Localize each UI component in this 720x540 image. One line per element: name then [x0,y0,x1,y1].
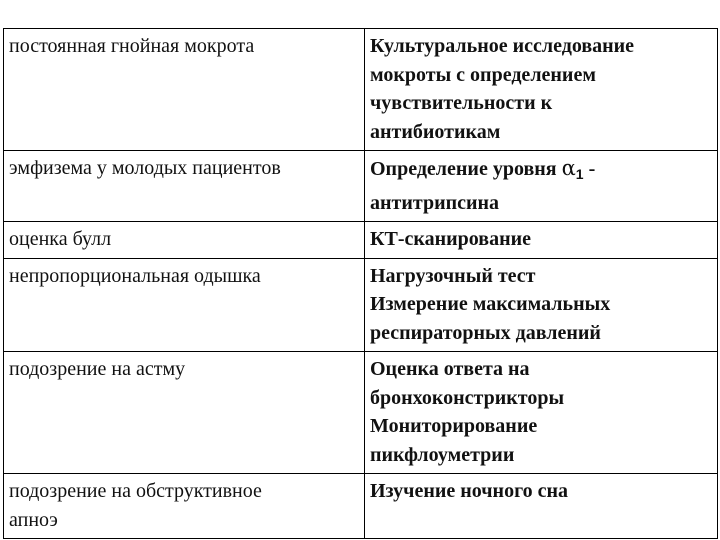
test-line: мокроты с определением [370,63,596,86]
test-line: Нагрузочный тест [370,264,536,287]
table-row [4,222,718,259]
condition-cell [4,222,365,259]
test-line: антитрипсина [370,191,500,214]
test-cell [365,29,718,151]
condition-text: оценка булл [9,228,112,250]
test-line: бронхоконстрикторы [370,386,565,409]
indications-table [3,28,718,539]
test-cell [365,474,718,539]
test-cell [365,222,718,259]
test-line: КТ-сканирование [370,228,531,250]
test-line: Мониторирование [370,415,538,437]
condition-cell [4,258,365,352]
test-line [370,154,712,189]
condition-line: апноэ [9,508,58,531]
test-cell [365,352,718,474]
test-line: Изучение ночного сна [370,480,569,502]
test-cell [365,151,718,222]
condition-text: подозрение на астму [9,358,186,380]
alpha-symbol: α [561,156,576,180]
test-cell [365,258,718,352]
condition-cell [4,151,365,222]
condition-line: подозрение на обструктивное [9,480,262,502]
alpha-subscript: 1 [575,166,584,182]
table-row [4,29,718,151]
test-line: респираторных давлений [370,321,601,344]
table-row [4,352,718,474]
table-row [4,258,718,352]
condition-text: непропорциональная одышка [9,264,261,287]
condition-text: постоянная гнойная мокрота [9,35,255,57]
test-line: чувствительности к [370,92,553,114]
table-row [4,151,718,222]
condition-cell [4,474,365,539]
condition-cell [4,29,365,151]
test-line: Измерение максимальных [370,293,611,315]
test-line: Оценка ответа на [370,358,530,380]
test-line: пикфлоуметрии [370,443,515,466]
condition-text: эмфизема у молодых пациентов [9,157,281,179]
table-row [4,474,718,539]
test-line: антибиотикам [370,120,501,143]
test-line: Культуральное исследование [370,35,635,57]
test-suffix: - [583,158,596,180]
condition-cell [4,352,365,474]
test-prefix: Определение уровня [370,158,562,180]
